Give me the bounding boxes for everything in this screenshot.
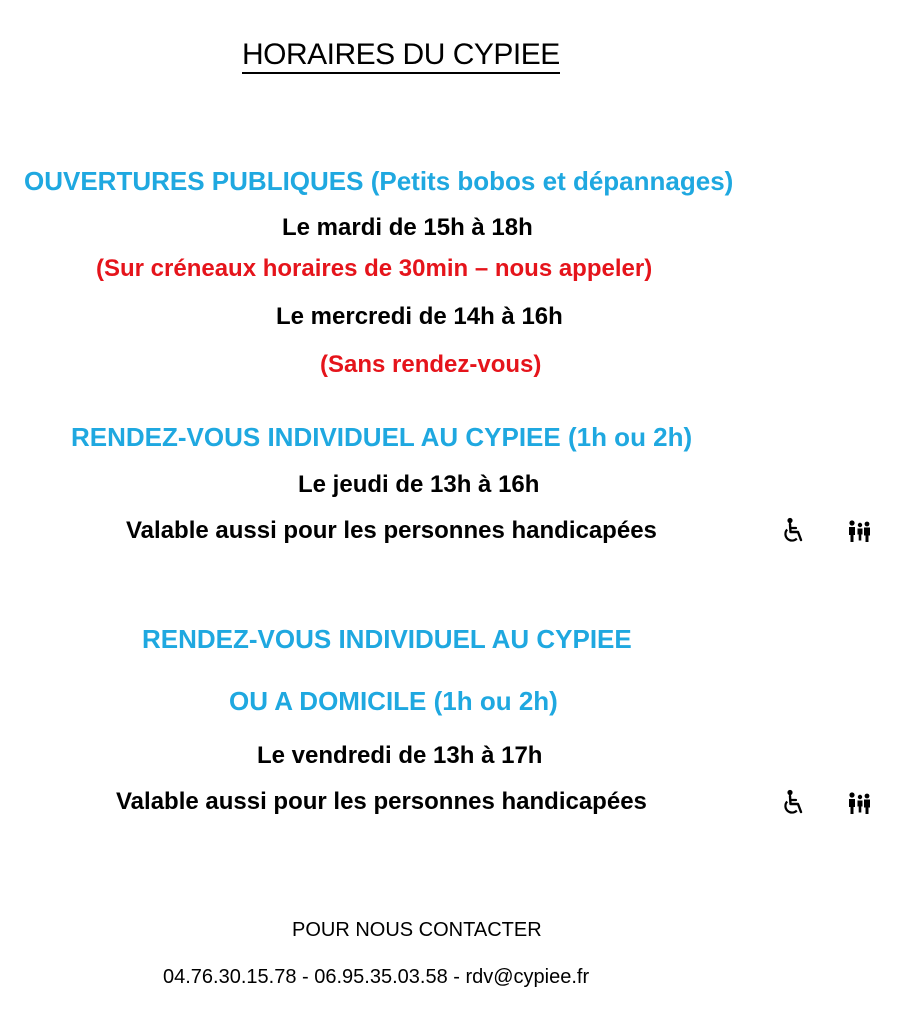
tuesday-hours: Le mardi de 15h à 18h xyxy=(282,214,533,241)
friday-hours: Le vendredi de 13h à 17h xyxy=(257,742,543,769)
wheelchair-icon xyxy=(779,516,809,546)
page-title: HORAIRES DU CYPIEE xyxy=(242,40,560,74)
contact-details: 04.76.30.15.78 - 06.95.35.03.58 - rdv@cypiee.fr xyxy=(163,966,590,988)
wednesday-note: (Sans rendez-vous) xyxy=(320,351,542,378)
section-heading-home-appointment-line1: RENDEZ-VOUS INDIVIDUEL AU CYPIEE xyxy=(142,624,632,654)
contact-label: POUR NOUS CONTACTER xyxy=(292,919,542,941)
friday-accessibility-note: Valable aussi pour les personnes handicapées xyxy=(116,788,647,815)
wheelchair-icon xyxy=(779,788,809,818)
people-group-icon xyxy=(845,788,875,818)
tuesday-note: (Sur créneaux horaires de 30min – nous appeler) xyxy=(96,255,653,282)
thursday-hours: Le jeudi de 13h à 16h xyxy=(298,471,540,498)
section-heading-individual-appointment: RENDEZ-VOUS INDIVIDUEL AU CYPIEE (1h ou 2h) xyxy=(71,422,693,452)
section-heading-public-openings: OUVERTURES PUBLIQUES (Petits bobos et dépannages) xyxy=(24,166,734,196)
wednesday-hours: Le mercredi de 14h à 16h xyxy=(276,303,563,330)
thursday-accessibility-note: Valable aussi pour les personnes handicapées xyxy=(126,517,657,544)
people-group-icon xyxy=(845,516,875,546)
section-heading-home-appointment-line2: OU A DOMICILE (1h ou 2h) xyxy=(229,686,558,716)
